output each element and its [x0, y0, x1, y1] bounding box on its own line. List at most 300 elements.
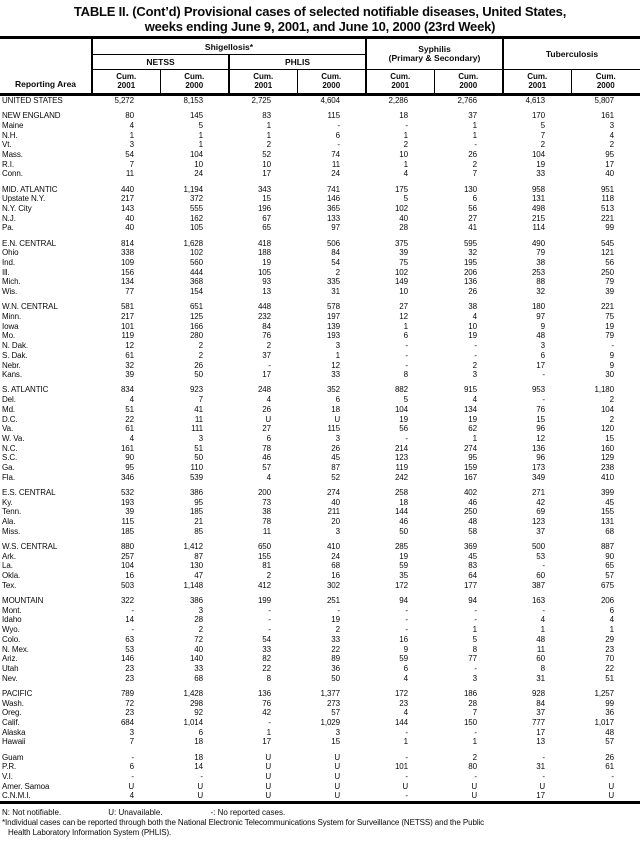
value-cell: 2	[198, 350, 203, 360]
value-cell: -	[268, 625, 271, 635]
value-cell: 83	[468, 561, 477, 571]
value-cell: 119	[395, 463, 408, 473]
value-cell: 26	[605, 752, 614, 762]
value-cell: 115	[327, 424, 340, 434]
value-cell: 170	[531, 111, 545, 121]
value-cell: -	[337, 140, 340, 150]
value-cell: 322	[120, 596, 134, 606]
value-cell: 11	[262, 526, 271, 536]
value-cell: 167	[463, 472, 477, 482]
value-cell: 146	[326, 194, 340, 204]
value-cell: 101	[394, 762, 408, 772]
table-row	[0, 204, 640, 214]
value-cell: 372	[189, 194, 203, 204]
value-cell: 61	[605, 762, 614, 772]
value-cell: -	[474, 663, 477, 673]
value-cell: 40	[399, 213, 408, 223]
table-row	[0, 645, 640, 655]
value-cell: 369	[463, 542, 477, 552]
value-cell: 814	[120, 238, 134, 248]
table-row	[0, 131, 640, 141]
reporting-area-cell: Tex.	[2, 580, 17, 590]
value-cell: 440	[120, 184, 134, 194]
notifiable-diseases-table	[0, 36, 640, 804]
value-cell: 36	[605, 708, 614, 718]
value-cell: 5	[403, 395, 408, 405]
value-cell: 33	[331, 634, 340, 644]
value-cell: 10	[399, 287, 408, 297]
value-cell: -	[542, 370, 545, 380]
reporting-area-cell: W.S. CENTRAL	[2, 542, 58, 552]
value-cell: 17	[262, 737, 271, 747]
reporting-area-cell: Okla.	[2, 571, 21, 581]
table-row	[0, 121, 640, 131]
value-cell: 12	[331, 360, 340, 370]
value-cell: 23	[125, 673, 134, 683]
reporting-area-cell: S.C.	[2, 453, 18, 463]
value-cell: 156	[120, 267, 134, 277]
value-cell: 149	[394, 277, 408, 287]
value-cell: 1	[198, 140, 203, 150]
year-label: 2001	[391, 81, 410, 90]
value-cell: 155	[600, 507, 614, 517]
value-cell: 8	[266, 673, 271, 683]
table-row	[0, 635, 640, 645]
value-cell: 38	[536, 258, 545, 268]
value-cell: U	[265, 781, 271, 791]
value-cell: -	[268, 615, 271, 625]
value-cell: 4,604	[320, 96, 340, 105]
value-cell: 18	[194, 737, 203, 747]
value-cell: 87	[331, 463, 340, 473]
value-cell: 27	[399, 302, 408, 312]
reporting-area-cell: Miss.	[2, 526, 21, 536]
value-cell: 28	[399, 223, 408, 233]
netss-subgroup-header: NETSS	[92, 55, 229, 70]
reporting-area-cell: Ohio	[2, 248, 19, 258]
value-cell: 130	[189, 561, 203, 571]
value-cell: 144	[394, 507, 408, 517]
value-cell: 150	[463, 717, 477, 727]
value-cell: 14	[125, 615, 134, 625]
footnote-line-1: *Individual cases can be reported through both the National Electronic Telecommunications System for Surveillance (NETSS) and the Public	[2, 818, 485, 828]
value-cell: 21	[194, 517, 203, 527]
value-cell: 3	[335, 526, 340, 536]
value-cell: 40	[194, 644, 203, 654]
value-cell: 448	[257, 302, 271, 312]
table-row	[0, 517, 640, 527]
value-cell: 1	[129, 130, 134, 140]
value-cell: 532	[120, 488, 134, 498]
value-cell: 13	[536, 737, 545, 747]
value-cell: -	[611, 341, 614, 351]
value-cell: -	[405, 120, 408, 130]
value-cell: 84	[262, 321, 271, 331]
value-cell: 193	[326, 331, 340, 341]
table-row	[0, 444, 640, 454]
value-cell: 65	[605, 561, 614, 571]
value-cell: 19	[262, 258, 271, 268]
value-cell: 123	[394, 453, 408, 463]
value-cell: 24	[331, 169, 340, 179]
value-cell: 95	[468, 453, 477, 463]
value-cell: 78	[262, 517, 271, 527]
reporting-area-cell: MID. ATLANTIC	[2, 184, 58, 194]
reporting-area-cell: Del.	[2, 395, 16, 405]
value-cell: 953	[531, 385, 545, 395]
value-cell: -	[611, 772, 614, 781]
value-cell: 1	[198, 130, 203, 140]
year-label: 2001	[254, 81, 273, 90]
value-cell: 28	[468, 698, 477, 708]
cum-label: Cum.	[116, 72, 137, 81]
value-cell: 7	[540, 130, 545, 140]
reporting-area-header: Reporting Area	[0, 38, 92, 95]
value-cell: -	[474, 341, 477, 351]
value-cell: 6	[335, 395, 340, 405]
value-cell: 9	[540, 321, 545, 331]
table-row	[0, 312, 640, 322]
value-cell: 2	[403, 140, 408, 150]
value-cell: U	[197, 781, 203, 791]
value-cell: 217	[120, 312, 134, 322]
table-row	[0, 239, 640, 249]
value-cell: 72	[125, 698, 134, 708]
value-cell: 14	[194, 762, 203, 772]
value-cell: 37	[468, 111, 477, 121]
value-cell: 96	[536, 424, 545, 434]
reporting-area-cell: PACIFIC	[2, 688, 33, 698]
value-cell: 140	[189, 654, 203, 664]
value-cell: 67	[262, 213, 271, 223]
value-cell: 834	[120, 385, 134, 395]
value-cell: 75	[605, 312, 614, 322]
value-cell: 2	[540, 140, 545, 150]
table-row	[0, 571, 640, 581]
value-cell: 335	[326, 277, 340, 287]
value-cell: -	[131, 772, 134, 781]
table-row	[0, 498, 640, 508]
value-cell: -	[268, 717, 271, 727]
value-cell: 298	[189, 698, 203, 708]
cum-label: Cum.	[595, 72, 616, 81]
value-cell: -	[474, 350, 477, 360]
table-row	[0, 405, 640, 415]
value-cell: U	[539, 781, 545, 791]
value-cell: 41	[194, 404, 203, 414]
value-cell: 273	[326, 698, 340, 708]
phlis-subgroup-header: PHLIS	[229, 55, 366, 70]
value-cell: 136	[463, 277, 477, 287]
value-cell: 48	[468, 517, 477, 527]
value-cell: 74	[331, 150, 340, 160]
value-cell: 418	[257, 238, 271, 248]
value-cell: U	[334, 414, 340, 424]
value-cell: 133	[326, 213, 340, 223]
syphilis-group-header	[366, 38, 503, 70]
legend-not-notifiable: N: Not notifiable.	[2, 808, 62, 818]
value-cell: 274	[326, 488, 340, 498]
value-cell: 206	[463, 267, 477, 277]
value-cell: 89	[331, 654, 340, 664]
value-cell: 166	[189, 321, 203, 331]
value-cell: 37	[536, 708, 545, 718]
value-cell: 555	[189, 204, 203, 214]
table-row	[0, 488, 640, 498]
value-cell: 7	[472, 169, 477, 179]
value-cell: 10	[399, 150, 408, 160]
table-row	[0, 385, 640, 395]
value-cell: 161	[120, 443, 134, 453]
table-row	[0, 728, 640, 738]
value-cell: 280	[189, 331, 203, 341]
value-cell: 1	[266, 130, 271, 140]
value-cell: 248	[257, 385, 271, 395]
value-cell: 33	[536, 169, 545, 179]
value-cell: 4	[472, 395, 477, 405]
value-cell: 6	[472, 194, 477, 204]
value-cell: 104	[531, 150, 545, 160]
value-cell: 82	[262, 654, 271, 664]
value-cell: U	[608, 791, 614, 801]
value-cell: 2,725	[251, 96, 271, 105]
value-cell: U	[471, 791, 477, 801]
value-cell: 368	[189, 277, 203, 287]
value-cell: 52	[331, 472, 340, 482]
reporting-area-cell: N.J.	[2, 213, 16, 223]
reporting-area-cell: S. ATLANTIC	[2, 385, 49, 395]
value-cell: 31	[536, 673, 545, 683]
value-cell: 99	[605, 698, 614, 708]
value-cell: 54	[331, 258, 340, 268]
value-cell: -	[131, 625, 134, 635]
cum-label: Cum.	[253, 72, 274, 81]
table-row	[0, 552, 640, 562]
value-cell: 349	[531, 472, 545, 482]
value-cell: 3	[472, 370, 477, 380]
value-cell: 22	[262, 663, 271, 673]
table-row	[0, 370, 640, 380]
value-cell: 84	[536, 698, 545, 708]
value-cell: 4	[129, 120, 134, 130]
value-cell: 104	[189, 150, 203, 160]
value-cell: 39	[605, 287, 614, 297]
table-row	[0, 287, 640, 297]
value-cell: 143	[120, 204, 134, 214]
value-cell: 26	[194, 360, 203, 370]
value-cell: 199	[257, 596, 271, 606]
reporting-area-cell: E.S. CENTRAL	[2, 488, 56, 498]
value-cell: 4	[129, 395, 134, 405]
table-row	[0, 782, 640, 792]
value-cell: -	[542, 561, 545, 571]
reporting-area-cell: N.H.	[2, 130, 18, 140]
value-cell: 40	[125, 213, 134, 223]
value-cell: 2	[609, 140, 614, 150]
value-cell: 2	[266, 341, 271, 351]
legend-no-reported-cases: -: No reported cases.	[210, 808, 286, 818]
value-cell: 214	[394, 443, 408, 453]
reporting-area-cell: N.C.	[2, 443, 18, 453]
value-cell: 33	[194, 663, 203, 673]
table-row	[0, 654, 640, 664]
table-row	[0, 424, 640, 434]
value-cell: 578	[326, 302, 340, 312]
value-cell: 3	[540, 341, 545, 351]
table-row	[0, 689, 640, 699]
reporting-area-cell: Tenn.	[2, 507, 22, 517]
value-cell: 22	[605, 663, 614, 673]
value-cell: U	[334, 762, 340, 772]
value-cell: 5	[403, 194, 408, 204]
value-cell: 5	[540, 120, 545, 130]
value-cell: 38	[468, 302, 477, 312]
value-cell: 79	[605, 331, 614, 341]
table-row	[0, 150, 640, 160]
reporting-area-cell: Iowa	[2, 321, 19, 331]
value-cell: 11	[331, 159, 340, 169]
value-cell: 1,428	[183, 688, 203, 698]
value-cell: 7	[198, 395, 203, 405]
value-cell: 40	[331, 497, 340, 507]
value-cell: -	[268, 360, 271, 370]
value-cell: 343	[257, 184, 271, 194]
value-cell: -	[405, 605, 408, 615]
cum-label: Cum.	[184, 72, 205, 81]
value-cell: 130	[463, 184, 477, 194]
value-cell: -	[474, 605, 477, 615]
value-cell: -	[405, 791, 408, 801]
value-cell: 4	[403, 169, 408, 179]
table-row	[0, 268, 640, 278]
value-cell: 13	[262, 287, 271, 297]
value-cell: 76	[262, 331, 271, 341]
reporting-area-cell: Guam	[2, 752, 24, 762]
value-cell: 96	[536, 453, 545, 463]
value-cell: 105	[189, 223, 203, 233]
value-cell: 109	[120, 258, 134, 268]
value-cell: 102	[394, 204, 408, 214]
value-cell: 338	[120, 248, 134, 258]
value-cell: 81	[262, 561, 271, 571]
value-cell: 6	[335, 130, 340, 140]
value-cell: 99	[605, 223, 614, 233]
table-row	[0, 361, 640, 371]
value-cell: 35	[399, 571, 408, 581]
value-cell: 12	[125, 341, 134, 351]
value-cell: 8	[472, 644, 477, 654]
value-cell: 923	[189, 385, 203, 395]
col-header-phlis-cum-2000	[297, 70, 366, 95]
col-header-syphilis-cum-2001	[366, 70, 434, 95]
value-cell: 3	[335, 341, 340, 351]
table-row	[0, 341, 640, 351]
value-cell: 1	[266, 120, 271, 130]
value-cell: 386	[189, 488, 203, 498]
value-cell: 177	[463, 580, 477, 590]
value-cell: 40	[605, 169, 614, 179]
value-cell: 163	[531, 596, 545, 606]
table-row	[0, 277, 640, 287]
value-cell: 2	[472, 360, 477, 370]
reporting-area-cell: Ariz.	[2, 654, 18, 664]
value-cell: 146	[120, 654, 134, 664]
value-cell: 271	[531, 488, 545, 498]
value-cell: 1,017	[594, 717, 614, 727]
value-cell: 185	[189, 507, 203, 517]
value-cell: 42	[262, 708, 271, 718]
value-cell: 28	[194, 615, 203, 625]
reporting-area-cell: Pa.	[2, 223, 14, 233]
value-cell: 162	[189, 213, 203, 223]
value-cell: U	[128, 781, 134, 791]
value-cell: 39	[125, 370, 134, 380]
value-cell: -	[131, 752, 134, 762]
value-cell: 50	[194, 370, 203, 380]
value-cell: 188	[257, 248, 271, 258]
value-cell: 9	[609, 350, 614, 360]
value-cell: 302	[326, 580, 340, 590]
value-cell: 17	[605, 159, 614, 169]
value-cell: 1	[472, 120, 477, 130]
reporting-area-cell: Wash.	[2, 698, 24, 708]
value-cell: 145	[189, 111, 203, 121]
value-cell: U	[265, 762, 271, 772]
value-cell: 95	[125, 463, 134, 473]
value-cell: 595	[463, 238, 477, 248]
value-cell: 5	[472, 634, 477, 644]
title-line-1: TABLE II. (Cont’d) Provisional cases of selected notifiable diseases, United States,	[73, 4, 567, 19]
reporting-area-cell: Mo.	[2, 331, 16, 341]
value-cell: 880	[120, 542, 134, 552]
table-row	[0, 606, 640, 616]
value-cell: U	[334, 772, 340, 781]
value-cell: 45	[468, 551, 477, 561]
reporting-area-cell: Ill.	[2, 267, 10, 277]
table-row	[0, 223, 640, 233]
value-cell: 24	[194, 169, 203, 179]
value-cell: 197	[326, 312, 340, 322]
table-row	[0, 664, 640, 674]
value-cell: 46	[262, 453, 271, 463]
value-cell: 195	[463, 258, 477, 268]
table-row	[0, 185, 640, 195]
value-cell: 19	[399, 414, 408, 424]
table-row	[0, 331, 640, 341]
value-cell: 1,257	[594, 688, 614, 698]
value-cell: 68	[331, 561, 340, 571]
footnote-asterisk	[2, 818, 640, 837]
reporting-area-cell: V.I.	[2, 772, 13, 781]
value-cell: -	[542, 395, 545, 405]
value-cell: 274	[463, 443, 477, 453]
value-cell: 93	[262, 277, 271, 287]
header-row-groups	[0, 38, 640, 55]
value-cell: 115	[327, 111, 340, 121]
reporting-area-cell: Kans.	[2, 370, 22, 380]
value-cell: U	[265, 791, 271, 801]
value-cell: 6	[609, 605, 614, 615]
value-cell: 30	[605, 370, 614, 380]
reporting-area-cell: S. Dak.	[2, 350, 28, 360]
value-cell: 3	[129, 140, 134, 150]
value-cell: 193	[120, 497, 134, 507]
value-cell: 560	[189, 258, 203, 268]
footnotes	[0, 804, 640, 837]
value-cell: 6	[403, 663, 408, 673]
value-cell: 94	[468, 596, 477, 606]
value-cell: 105	[257, 267, 271, 277]
